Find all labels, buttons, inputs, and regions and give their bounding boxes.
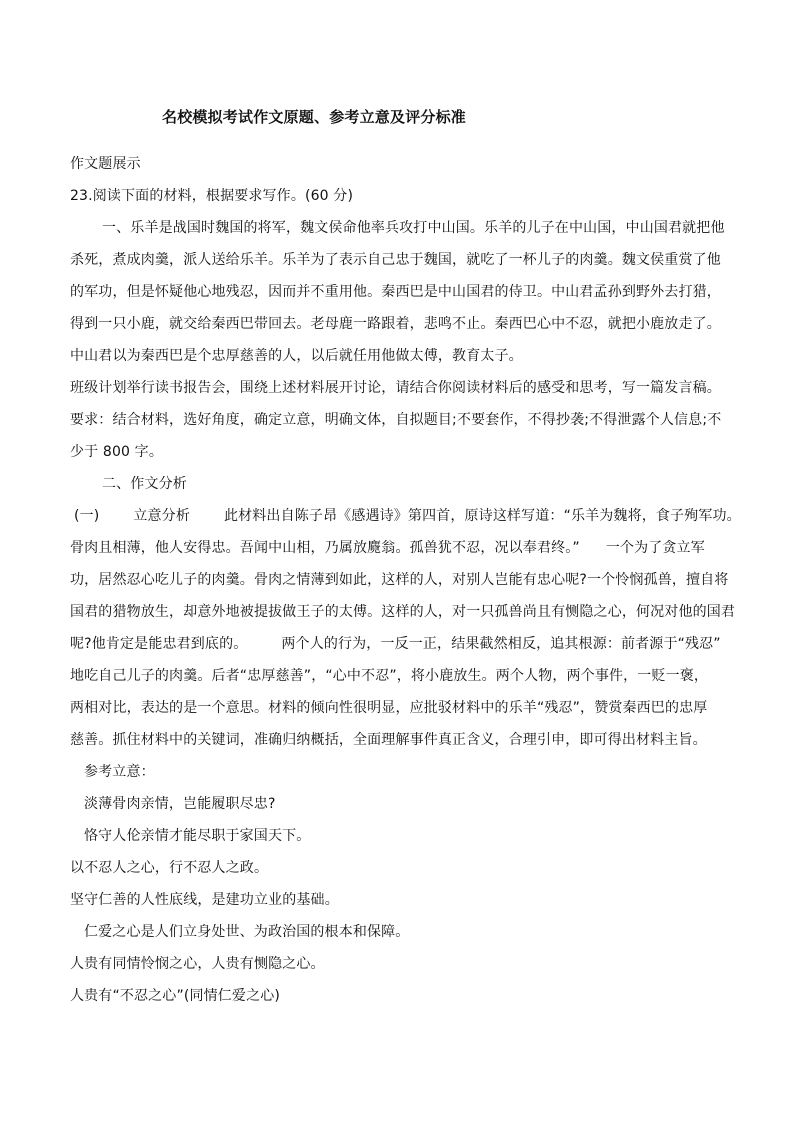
analysis-label: 立意分析 bbox=[133, 508, 190, 524]
reference-item: 坚守仁善的人性底线，是建功立业的基础。 bbox=[70, 892, 339, 908]
analysis-line bbox=[74, 506, 741, 526]
reference-item: 仁爱之心是人们立身处世、为政治国的根本和保障。 bbox=[84, 924, 410, 940]
requirement-line: 要求：结合材料，选好角度，确定立意，明确文体，自拟题目;不要套作，不得抄袭;不得泄露个人信息;不 bbox=[70, 412, 722, 428]
analysis-line: 国君的猎物放生，却意外地被提拔做王子的太傅。这样的人，对一只孤兽尚且有恻隐之心，何况对他的国君 bbox=[70, 604, 736, 620]
analysis-line: 两相对比，表达的是一个意思。材料的倾向性很明显，应批驳材料中的乐羊“残忍”，赞赏秦西巴的忠厚 bbox=[70, 700, 708, 716]
analysis-line bbox=[70, 538, 705, 558]
analysis-line: 功，居然忍心吃儿子的肉羹。骨肉之情薄到如此，这样的人，对别人岂能有忠心呢?一个怜悯孤兽，擅自将 bbox=[70, 572, 729, 588]
requirement-line: 少于 800 字。 bbox=[70, 444, 163, 460]
analysis-line: 慈善。抓住材料中的关键词，准确归纳概括，全面理解事件真正含义，合理引申，即可得出材料主旨。 bbox=[70, 732, 707, 748]
analysis-text: 此材料出自陈子昂《感遇诗》第四首，原诗这样写道：“乐羊为魏将，食子殉军功。 bbox=[223, 508, 741, 524]
analysis-text: 两个人的行为，一反一正，结果截然相反，追其根源：前者源于“残忍” bbox=[281, 636, 721, 652]
analysis-line: 地吃自己儿子的肉羹。后者“忠厚慈善”，“心中不忍”，将小鹿放生。两个人物，两个事件，一贬一褒， bbox=[70, 668, 709, 684]
analysis-text: 骨肉且相薄，他人安得忠。吾闻中山相，乃属放麑翁。孤兽犹不忍，况以奉君终。” bbox=[70, 540, 580, 556]
analysis-text: 一个为了贪立军 bbox=[605, 540, 705, 556]
reference-heading: 参考立意： bbox=[84, 764, 155, 780]
material-line: 杀死，煮成肉羹，派人送给乐羊。乐羊为了表示自己忠于魏国，就吃了一杯儿子的肉羹。魏文侯重赏了他 bbox=[70, 252, 721, 268]
question-line: 23.阅读下面的材料，根据要求写作。(60 分) bbox=[70, 188, 354, 204]
analysis-marker: (一) bbox=[74, 508, 100, 524]
analysis-text: 呢?他肯定是能忠君到底的。 bbox=[70, 636, 248, 652]
section-heading: 作文题展示 bbox=[70, 156, 141, 172]
material-line: 的军功，但是怀疑他心地残忍，因而并不重用他。秦西巴是中山国君的侍卫。中山君孟孙到野外去打猎， bbox=[70, 284, 721, 300]
material-line: 一、乐羊是战国时魏国的将军，魏文侯命他率兵攻打中山国。乐羊的儿子在中山国，中山国君就把他 bbox=[102, 220, 725, 236]
analysis-heading: 二、作文分析 bbox=[102, 476, 187, 492]
material-line: 中山君以为秦西巴是个忠厚慈善的人，以后就任用他做太傅，教育太子。 bbox=[70, 348, 523, 364]
reference-item: 人贵有同情怜悯之心，人贵有恻隐之心。 bbox=[70, 956, 325, 972]
material-line: 得到一只小鹿，就交给秦西巴带回去。老母鹿一路跟着，悲鸣不止。秦西巴心中不忍，就把小鹿放走了。 bbox=[70, 316, 721, 332]
reference-item: 人贵有“不忍之心”(同情仁爱之心) bbox=[70, 988, 280, 1004]
page-title: 名校模拟考试作文原题、参考立意及评分标准 bbox=[162, 108, 467, 126]
reference-item: 淡薄骨肉亲情，岂能履职尽忠? bbox=[84, 796, 276, 812]
task-line: 班级计划举行读书报告会，围绕上述材料展开讨论，请结合你阅读材料后的感受和思考，写一篇发言稿。 bbox=[70, 380, 721, 396]
reference-item: 以不忍人之心，行不忍人之政。 bbox=[70, 860, 269, 876]
analysis-line bbox=[70, 634, 721, 654]
reference-item: 恪守人伦亲情才能尽职于家国天下。 bbox=[84, 828, 311, 844]
